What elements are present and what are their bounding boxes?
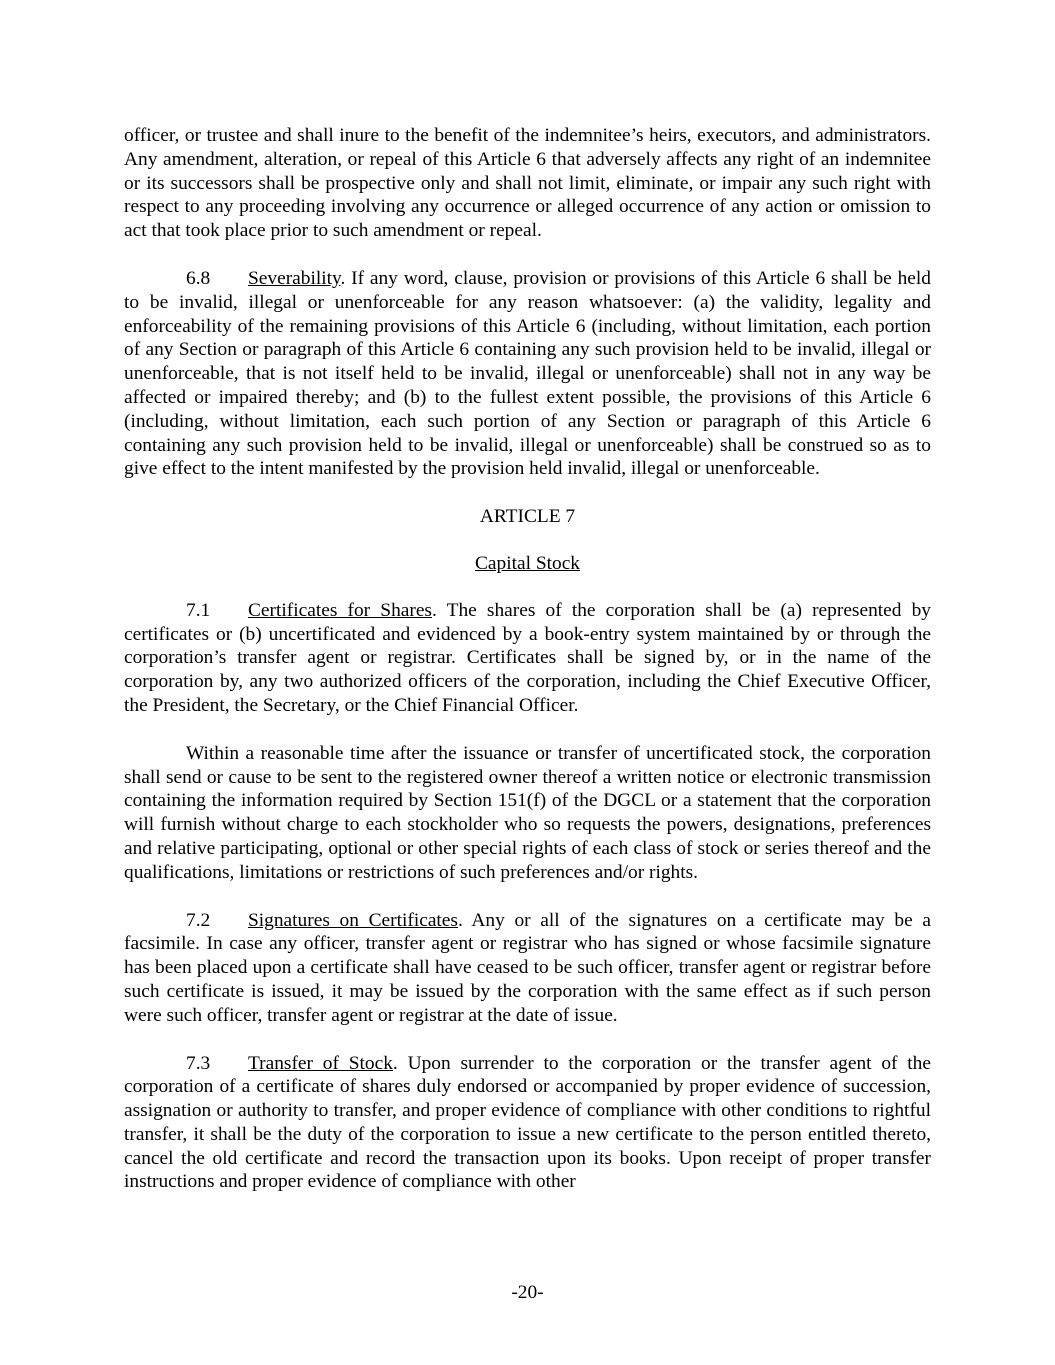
page-number: -20- [511, 1282, 544, 1303]
section-number: 6.8 [186, 267, 211, 289]
section-text: . If any word, clause, provision or provisions of this Article 6 shall be held to be invalid, illegal or unenforceable for any reason whatsoever: (a) the validity, legality and enforceability of the remaining provisions of this Article 6 (including, without limitation, each portion of any Section or paragraph of this Article 6 containing any such provision held to be invalid, illegal or unenforceable, that is not itself held to be invalid, illegal or unenforceable) shall not in any way be affected or impaired thereby; and (b) to the fullest extent possible, the provisions of this Article 6 (including, without limitation, each such portion of any Section or paragraph of this Article 6 containing any such provision held to be invalid, illegal or unenforceable) shall be construed so as to give effect to the intent manifested by the provision held invalid, illegal or unenforceable. [124, 267, 931, 480]
section-7-3 [124, 1052, 931, 1195]
section-6-8 [124, 267, 931, 481]
section-number: 7.3 [186, 1052, 211, 1074]
section-7-1 [124, 599, 931, 718]
document-page [124, 124, 931, 1218]
paragraph-text: Within a reasonable time after the issuance or transfer of uncertificated stock, the corporation shall send or cause to be sent to the registered owner thereof a written notice or electronic transmission containing the information required by Section 151(f) of the DGCL or a statement that the corporation will furnish without charge to each stockholder who so requests the powers, designations, preferences and relative participating, optional or other special rights of each class of stock or series thereof and the qualifications, limitations or restrictions of such preferences and/or rights. [124, 742, 931, 883]
article-subheading: Capital Stock [474, 552, 581, 574]
paragraph-continuation [124, 124, 931, 243]
paragraph-text: officer, or trustee and shall inure to the benefit of the indemnitee’s heirs, executors, and administrators. Any amendment, alteration, or repeal of this Article 6 that adversely affects any right of an indemnitee or its successors shall be prospective only and shall not limit, eliminate, or impair any such right with respect to any proceeding involving any occurrence or alleged occurrence of any action or omission to act that took place prior to such amendment or repeal. [124, 125, 931, 242]
section-text: . Upon surrender to the corporation or the transfer agent of the corporation of a certificate of shares duly endorsed or accompanied by proper evidence of succession, assignation or authority to transfer, and proper evidence of compliance with other conditions to rightful transfer, it shall be the duty of the corporation to issue a new certificate to the person entitled thereto, cancel the old certificate and record the transaction upon its books. Upon receipt of proper transfer instructions and proper evidence of compliance with other [124, 1052, 931, 1193]
section-title: Certificates for Shares [248, 599, 432, 621]
section-title: Severability [248, 267, 341, 289]
section-title: Transfer of Stock [248, 1052, 393, 1074]
section-number: 7.1 [186, 599, 211, 621]
section-number: 7.2 [186, 909, 211, 931]
section-text: . The shares of the corporation shall be (a) represented by certificates or (b) uncertificated and evidenced by a book-entry system maintained by or through the corporation’s transfer agent or registrar. Certificates shall be signed by, or in the name of the corporation by, any two authorized officers of the corporation, including the Chief Executive Officer, the President, the Secretary, or the Chief Financial Officer. [124, 599, 931, 716]
section-text: . Any or all of the signatures on a certificate may be a facsimile. In case any officer, transfer agent or registrar who has signed or whose facsimile signature has been placed upon a certificate shall have ceased to be such officer, transfer agent or registrar before such certificate is issued, it may be issued by the corporation with the same effect as if such person were such officer, transfer agent or registrar at the date of issue. [124, 909, 931, 1026]
article-heading: ARTICLE 7 [479, 506, 576, 528]
section-title: Signatures on Certificates [248, 909, 458, 931]
section-7-2 [124, 909, 931, 1028]
section-7-1-continued [124, 742, 931, 885]
